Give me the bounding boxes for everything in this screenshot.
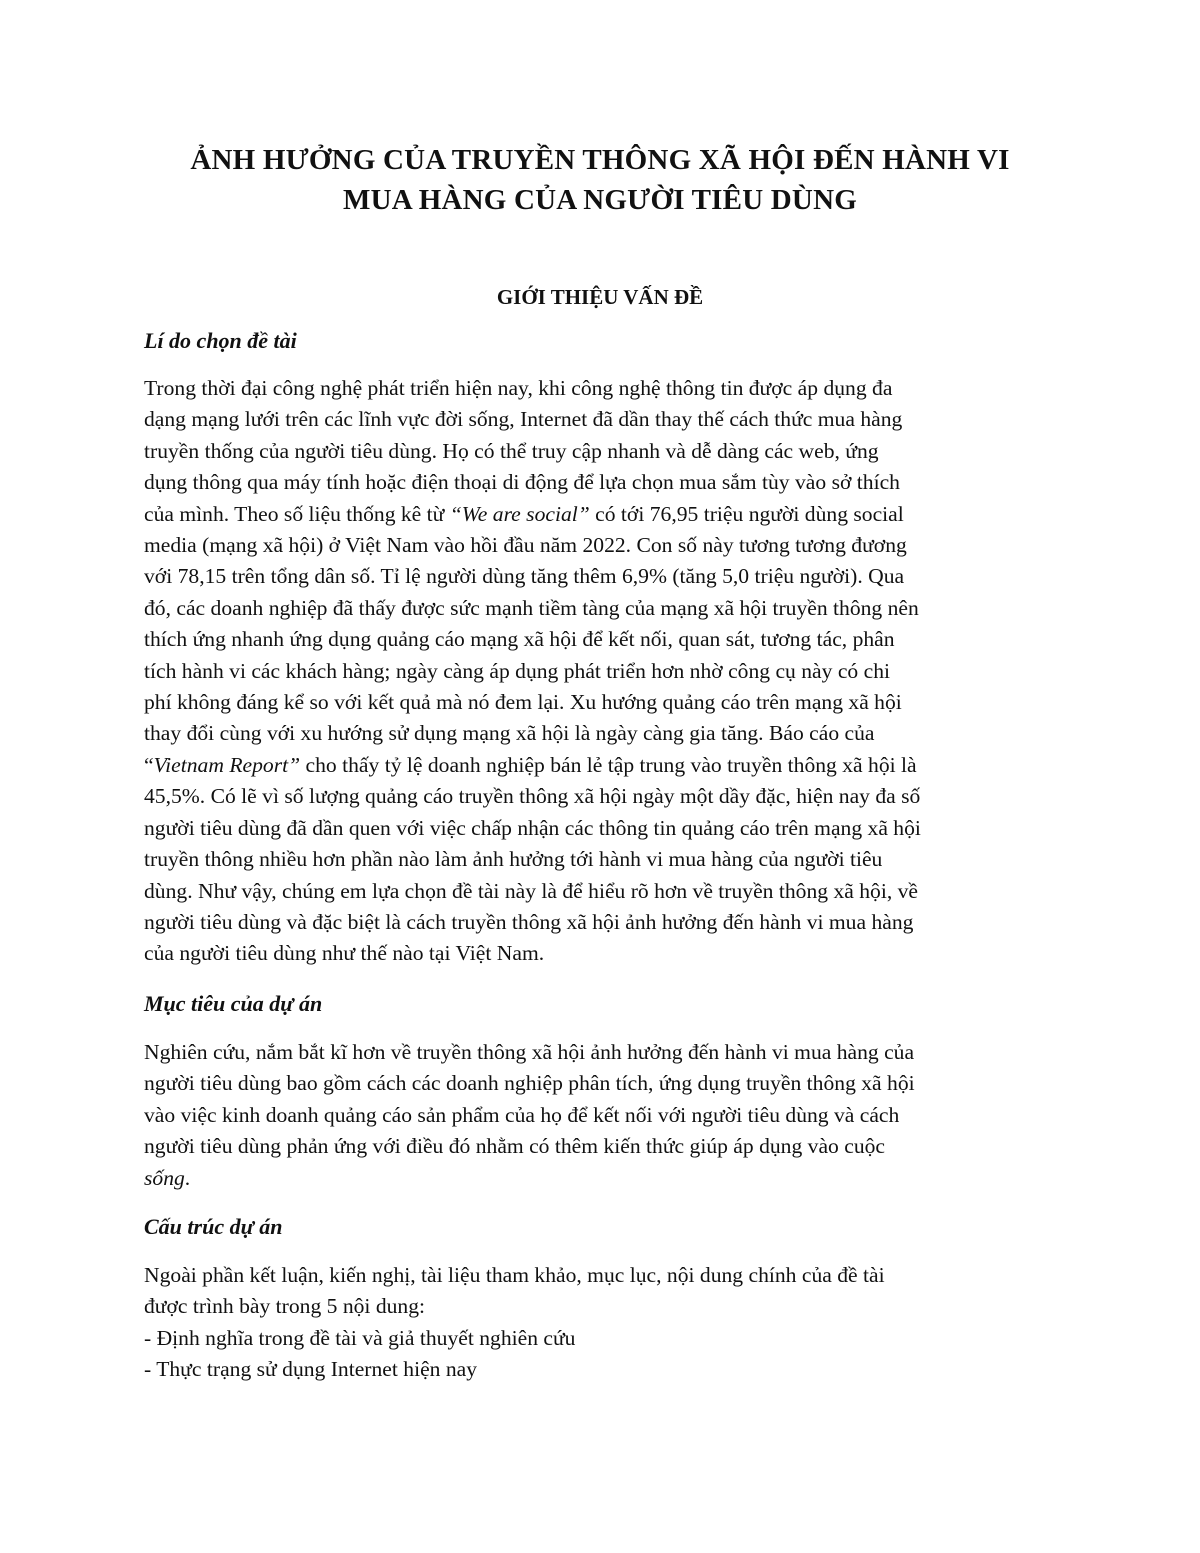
paragraph-line: dùng. Như vậy, chúng em lựa chọn đề tài này là để hiểu rõ hơn về truyền thông xã hội, về — [144, 878, 919, 903]
structure-paragraph — [144, 1260, 1064, 1386]
reason-heading: Lí do chọn đề tài — [144, 328, 297, 353]
paragraph-line: được trình bày trong 5 nội dung: — [144, 1294, 426, 1319]
paragraph-line: tích hành vi các khách hàng; ngày càng áp dụng phát triển hơn nhờ công cụ này có chi — [144, 658, 890, 683]
title-line-2: MUA HÀNG CỦA NGƯỜI TIÊU DÙNG — [343, 184, 857, 216]
paragraph-line: đó, các doanh nghiệp đã thấy được sức mạnh tiềm tàng của mạng xã hội truyền thông nên — [144, 595, 919, 620]
paragraph-line — [144, 1163, 1064, 1194]
paragraph-line: 45,5%. Có lẽ vì số lượng quảng cáo truyền thông xã hội ngày một dầy đặc, hiện nay đa số — [144, 784, 921, 809]
paragraph-line: người tiêu dùng phản ứng với điều đó nhằm có thêm kiến thức giúp áp dụng vào cuộc — [144, 1134, 886, 1159]
text-run: . — [184, 1165, 191, 1190]
paragraph-line: dụng thông qua máy tính hoặc điện thoại di động để lựa chọn mua sắm tùy vào sở thích — [144, 470, 900, 495]
paragraph-line: dạng mạng lưới trên các lĩnh vực đời sống, Internet đã dần thay thế cách thức mua hàng — [144, 407, 903, 432]
paragraph-line: người tiêu dùng bao gồm cách các doanh nghiệp phân tích, ứng dụng truyền thông xã hội — [144, 1071, 915, 1096]
paragraph-line: truyền thông nhiều hơn phần nào làm ảnh hưởng tới hành vi mua hàng của người tiêu — [144, 847, 883, 872]
paragraph-line: phí không đáng kể so với kết quả mà nó đem lại. Xu hướng quảng cáo trên mạng xã hội — [144, 690, 902, 715]
paragraph-line: truyền thống của người tiêu dùng. Họ có thể truy cập nhanh và dễ dàng các web, ứng — [144, 438, 879, 463]
title-line-1: ẢNH HƯỞNG CỦA TRUYỀN THÔNG XÃ HỘI ĐẾN HÀNH VI — [190, 144, 1010, 176]
paragraph-line: Trong thời đại công nghệ phát triển hiện nay, khi công nghệ thông tin được áp dụng đa — [144, 376, 893, 400]
paragraph-line: người tiêu dùng và đặc biệt là cách truyền thông xã hội ảnh hưởng đến hành vi mua hàng — [144, 909, 914, 934]
text-run: cho thấy tỷ lệ doanh nghiệp bán lẻ tập trung vào truyền thông xã hội là — [300, 752, 917, 777]
text-run: có tới 76,95 triệu người dùng social — [589, 501, 904, 526]
section-heading: GIỚI THIỆU VẤN ĐỀ — [496, 285, 704, 309]
structure-heading: Cấu trúc dự án — [144, 1214, 283, 1239]
text-run: “ — [144, 752, 154, 777]
objective-heading: Mục tiêu của dự án — [144, 991, 323, 1016]
paragraph-line: media (mạng xã hội) ở Việt Nam vào hồi đầu năm 2022. Con số này tương tương đương — [144, 533, 907, 558]
paragraph-line: thích ứng nhanh ứng dụng quảng cáo mạng xã hội để kết nối, quan sát, tương tác, phân — [144, 627, 895, 652]
list-item: - Định nghĩa trong đề tài và giả thuyết nghiên cứu — [144, 1325, 576, 1350]
objective-paragraph — [144, 1037, 1064, 1194]
paragraph-line: Ngoài phần kết luận, kiến nghị, tài liệu tham khảo, mục lục, nội dung chính của đề tài — [144, 1263, 885, 1287]
quote-vietnam-report: Vietnam Report” — [153, 752, 301, 777]
paragraph-line — [144, 499, 1064, 530]
paragraph-line: Nghiên cứu, nắm bắt kĩ hơn về truyền thông xã hội ảnh hưởng đến hành vi mua hàng của — [144, 1040, 915, 1064]
paragraph-line: thay đổi cùng với xu hướng sử dụng mạng xã hội là ngày càng gia tăng. Báo cáo của — [144, 721, 875, 746]
paragraph-line: với 78,15 trên tổng dân số. Tỉ lệ người dùng tăng thêm 6,9% (tăng 5,0 triệu người). Qua — [144, 564, 905, 589]
list-item: - Thực trạng sử dụng Internet hiện nay — [144, 1357, 478, 1382]
paragraph-line: người tiêu dùng đã dần quen với việc chấp nhận các thông tin quảng cáo trên mạng xã hội — [144, 815, 921, 840]
text-run: của mình. Theo số liệu thống kê từ — [144, 501, 450, 526]
document-title — [120, 140, 1080, 220]
quote-we-are-social: “We are social” — [449, 501, 590, 526]
paragraph-line — [144, 750, 1064, 781]
text-run: sống — [144, 1165, 185, 1190]
paragraph-line: của người tiêu dùng như thế nào tại Việt Nam. — [144, 941, 545, 966]
reason-paragraph — [144, 373, 1064, 970]
paragraph-line: vào việc kinh doanh quảng cáo sản phẩm của họ để kết nối với người tiêu dùng và cách — [144, 1102, 900, 1127]
